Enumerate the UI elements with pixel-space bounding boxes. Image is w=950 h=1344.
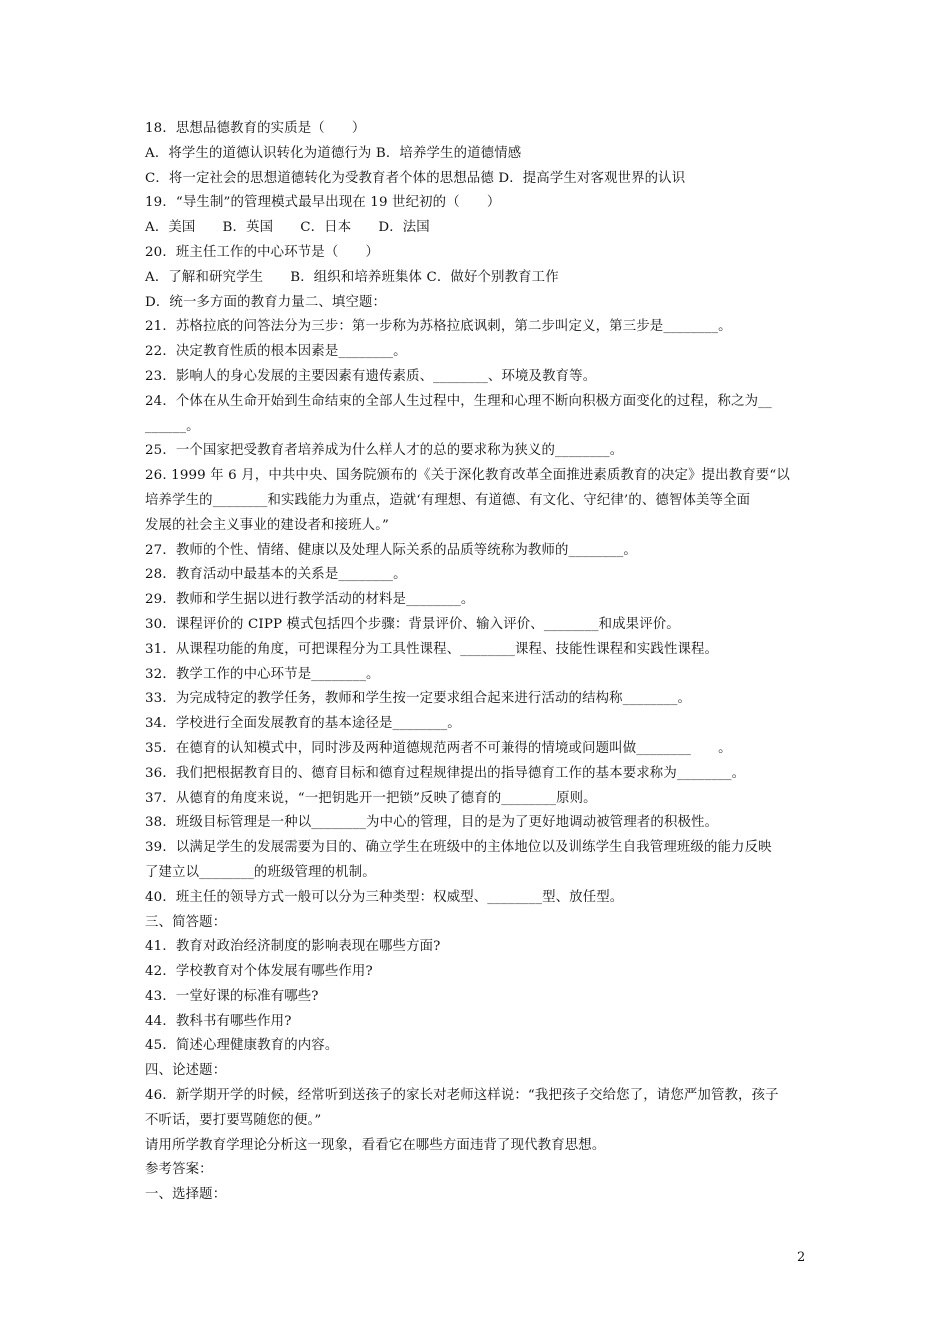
text-line: 29．教师和学生据以进行教学活动的材料是________。 (145, 592, 475, 608)
text-line: 30．课程评价的 CIPP 模式包括四个步骤：背景评价、输入评价、________和成果评价。 (145, 616, 680, 632)
text-line: 39．以满足学生的发展需要为目的、确立学生在班级中的主体地位以及训练学生自我管理班级的能力反映 (145, 840, 772, 856)
text-line: 31．从课程功能的角度，可把课程分为工具性课程、________课程、技能性课程和实践性课程。 (145, 641, 719, 657)
section-heading: 一、选择题： (145, 1187, 227, 1203)
text-line: 了建立以________的班级管理的机制。 (145, 864, 376, 880)
text-line: A．将学生的道德认识转化为道德行为 B．培养学生的道德情感 (145, 145, 522, 161)
text-line: 45．简述心理健康教育的内容。 (145, 1038, 339, 1054)
text-line: 34．学校进行全面发展教育的基本途径是________。 (145, 716, 461, 732)
text-line: 46．新学期开学的时候，经常听到送孩子的家长对老师这样说：“我把孩子交给您了，请您严加管教，孩子 (145, 1088, 779, 1104)
text-line: 19．“导生制”的管理模式最早出现在 19 世纪初的（ ） (145, 195, 501, 211)
text-line: 36．我们把根据教育目的、德育目标和德育过程规律提出的指导德育工作的基本要求称为________。 (145, 765, 746, 781)
text-line: C．将一定社会的思想道德转化为受教育者个体的思想品德 D．提高学生对客观世界的认识 (145, 170, 686, 186)
text-line: 42．学校教育对个体发展有哪些作用? (145, 964, 373, 980)
text-line: 44．教科书有哪些作用? (145, 1013, 292, 1029)
text-line: 22．决定教育性质的根本因素是________。 (145, 344, 407, 360)
text-line: 23．影响人的身心发展的主要因素有遗传素质、________、环境及教育等。 (145, 368, 597, 384)
text-line: 发展的社会主义事业的建设者和接班人。” (145, 517, 390, 533)
text-line: 37．从德育的角度来说，“一把钥匙开一把锁”反映了德育的________原则。 (145, 790, 597, 806)
text-line: 26. 1999 年 6 月，中共中央、国务院颁布的《关于深化教育改革全面推进素质教育的决定》提出教育要“以 (145, 468, 790, 484)
text-line: 不听话，要打要骂随您的便。” (145, 1112, 322, 1128)
text-line: 20．班主任工作的中心环节是（ ） (145, 244, 379, 260)
text-line: 38．班级目标管理是一种以________为中心的管理，目的是为了更好地调动被管理者的积极性。 (145, 815, 719, 831)
text-line: 40．班主任的领导方式一般可以分为三种类型：权威型、________型、放任型。 (145, 889, 624, 905)
text-line: 35．在德育的认知模式中，同时涉及两种道德规范两者不可兼得的情境或问题叫做________ 。 (145, 740, 732, 756)
text-line: 18．思想品德教育的实质是（ ） (145, 121, 366, 136)
text-line: 41．教育对政治经济制度的影响表现在哪些方面? (145, 939, 441, 955)
text-line: 32．教学工作的中心环节是________。 (145, 666, 380, 682)
text-line: 33．为完成特定的教学任务，教师和学生按一定要求组合起来进行活动的结构称________。 (145, 691, 692, 707)
document-body (145, 117, 810, 1208)
section-heading: 三、简答题： (145, 914, 227, 930)
text-line: 25．一个国家把受教育者培养成为什么样人才的总的要求称为狭义的________。 (145, 443, 624, 459)
text-line: 培养学生的________和实践能力为重点，造就‘有理想、有道德、有文化、守纪律’的、德智体美等全面 (145, 492, 751, 508)
text-line: 43．一堂好课的标准有哪些? (145, 988, 319, 1004)
text-line: 请用所学教育学理论分析这一现象，看看它在哪些方面违背了现代教育思想。 (145, 1137, 606, 1153)
text-line: 27．教师的个性、情绪、健康以及处理人际关系的品质等统称为教师的________。 (145, 542, 637, 558)
text-line: A．了解和研究学生 B．组织和培养班集体 C．做好个别教育工作 (145, 269, 559, 285)
section-heading: 参考答案： (145, 1162, 213, 1178)
page-number: 2 (797, 1250, 806, 1265)
text-line: ______。 (145, 418, 200, 434)
text-line: 21．苏格拉底的问答法分为三步：第一步称为苏格拉底讽刺，第二步叫定义，第三步是________。 (145, 319, 732, 335)
text-line: A．美国 B．英国 C．日本 D．法国 (145, 220, 430, 236)
section-heading: 四、论述题： (145, 1063, 227, 1079)
text-line: 28．教育活动中最基本的关系是________。 (145, 567, 407, 583)
text-line: D．统一多方面的教育力量二、填空题： (145, 294, 387, 310)
text-line: 24．个体在从生命开始到生命结束的全部人生过程中，生理和心理不断向积极方面变化的过程，称之为__ (145, 393, 772, 409)
